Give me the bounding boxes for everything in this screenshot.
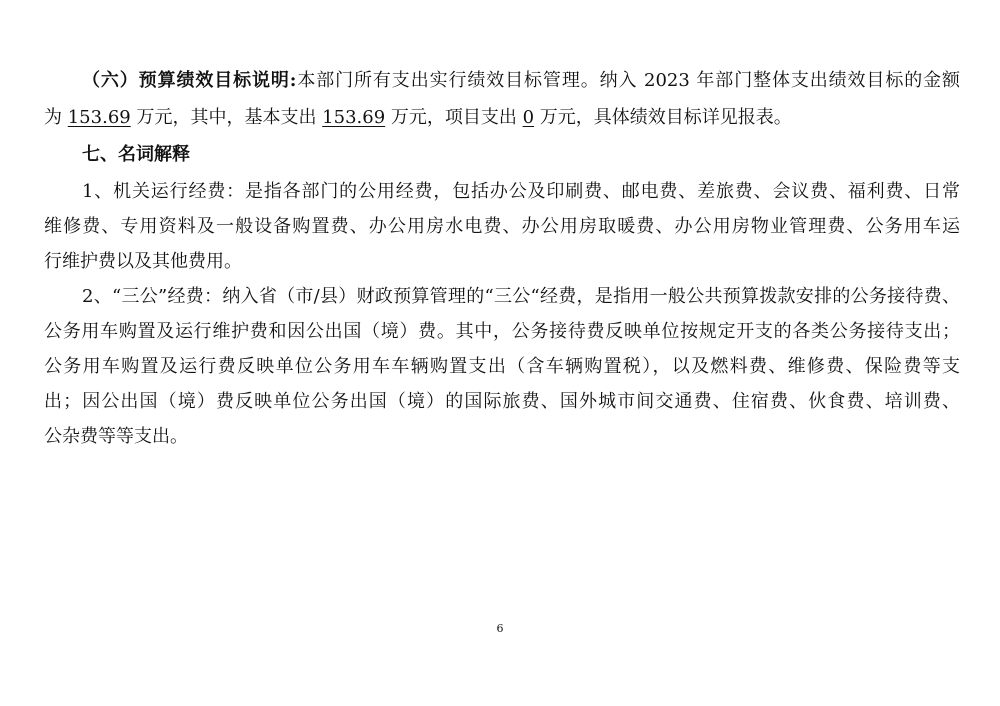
section6-line2: 为 153.69 万元，其中，基本支出 153.69 万元，项目支出 0 万元，具体绩效目标详见报表。 — [44, 107, 792, 128]
item2-line2: 公务用车购置及运行维护费和因公出国（境）费。其中，公务接待费反映单位按规定开支的各类公务接待支出； — [44, 321, 960, 342]
section6-heading: （六）预算绩效目标说明: — [82, 70, 297, 91]
item1-line2: 维修费、专用资料及一般设备购置费、办公用房水电费、办公用房取暖费、办公用房物业管理费、公务用车运 — [44, 216, 960, 237]
total-amount: 153.69 — [67, 107, 131, 128]
item1-line3: 行维护费以及其他费用。 — [44, 251, 242, 272]
section7-heading: 七、名词解释 — [82, 144, 190, 165]
item2-line4: 出；因公出国（境）费反映单位公务出国（境）的国际旅费、国外城市间交通费、住宿费、伙食费、培训费、 — [44, 391, 960, 412]
page-number: 6 — [496, 622, 504, 635]
section6-line1 — [44, 70, 960, 92]
item2-line5: 公杂费等等支出。 — [44, 426, 188, 447]
basic-amount: 153.69 — [322, 107, 386, 128]
item2-line3: 公务用车购置及运行费反映单位公务用车车辆购置支出（含车辆购置税），以及燃料费、维修费、保险费等支 — [44, 356, 960, 377]
item1-line1: 1、机关运行经费：是指各部门的公用经费，包括办公及印刷费、邮电费、差旅费、会议费、福利费、日常 — [82, 181, 960, 202]
project-amount: 0 — [522, 107, 535, 128]
section6-line1-text: 本部门所有支出实行绩效目标管理。纳入 2023 年部门整体支出绩效目标的金额 — [296, 70, 960, 91]
item2-line1: 2、“三公”经费：纳入省（市/县）财政预算管理的“三公“经费，是指用一般公共预算拨款安排的公务接待费、 — [82, 286, 960, 307]
